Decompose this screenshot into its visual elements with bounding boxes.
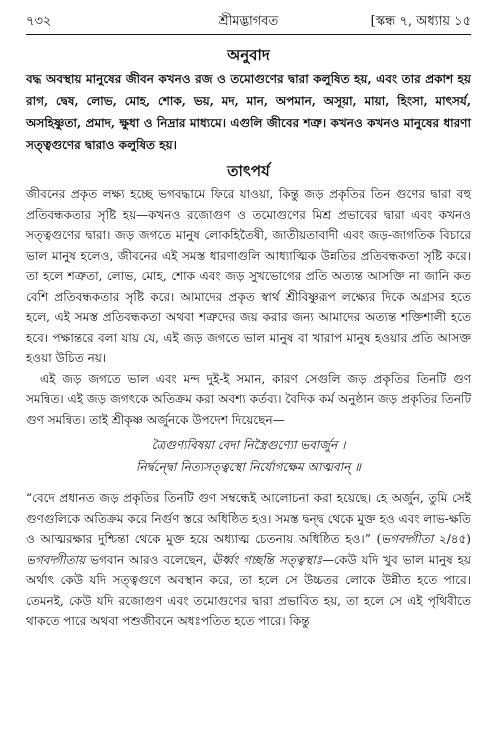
quote-reference-verse: ২/৪৫) (433, 532, 471, 546)
translation-text: বদ্ধ অবস্থায় মানুষের জীবন কখনও রজ ও তমোগুণের দ্বারা কলুষিত হয়, এবং তার প্রকাশ হয় রাগ, দ্বেষ, লোভ, মোহ, শোক, ভয়, মদ, মান, অপমান, অসূয়া, মায়া, হিংসা, মাৎসর্য, অসহিষ্ণুতা, প্রমাদ, ক্ষুধা ও নিদ্রার মাধ্যমে। এগুলি জীবের শত্রু। কখনও কখনও মানুষের ধারণা সত্ত্বগুণের দ্বারাও কলুষিত হয়। (26, 72, 471, 152)
translation-heading: অনুবাদ (227, 46, 270, 64)
quote-conclusion: —কেউ যদি খুব ভাল মানুষ হয় অর্থাৎ কেউ যদি সত্ত্বগুণে অবস্থান করে, তা হলে সে উচ্চতর লোকে উন্নীত হতে পারে। তেমনই, কেউ যদি রজোগুণ এবং তমোগুণের দ্বারা প্রভাবিত হয়, তা হলে সে এই পৃথিবীতে থাকতে পারে অথবা পশুজীবনে অধঃপতিত হতে পারে। কিন্তু (26, 552, 471, 628)
chapter-reference: [স্কন্ধ ৭, অধ্যায় ১৫ (370, 14, 471, 29)
sanskrit-verse (26, 434, 471, 478)
purport-paragraph-1: জীবনের প্রকৃত লক্ষ্য হচ্ছে ভগবদ্ধামে ফিরে যাওয়া, কিন্তু জড় প্রকৃতির তিন গুণের দ্বারা বহু প্রতিবন্ধকতার সৃষ্টি হয়—কখনও রজোগুণ ও তমোগুণের মিশ্র প্রভাবের দ্বারা এবং কখনও সত্ত্বগুণের দ্বারা। জড় জগতে মানুষ লোকহিতৈষী, জাতীয়তাবাদী এবং জড়-জাগতিক বিচারে ভাল মানুষ হলেও, জীবনের এই সমস্ত ধারণাগুলি আধ্যাত্মিক উন্নতির প্রতিবন্ধকতা সৃষ্টি করে। তা হলে শত্রুতা, লোভ, মোহ, শোক এবং জড় সুখভোগের প্রতি অত্যন্ত আসক্তি না জানি কত বেশি প্রতিবন্ধকতার সৃষ্টি করে। আমাদের প্রকৃত স্বার্থ শ্রীবিষ্ণুরূপ লক্ষ্যের দিকে অগ্রসর হতে হলে, এই সমস্ত প্রতিবন্ধকতা অথবা শত্রুদের জয় করার জন্য আমাদের অত্যন্ত শক্তিশালী হতে হবে। পক্ষান্তরে বলা যায় যে, এই জড় জগতে ভাল মানুষ বা খারাপ মানুষ হওয়ার প্রতি আসক্ত হওয়া উচিত নয়। (26, 187, 471, 365)
header-divider (26, 34, 471, 35)
purport-quote-paragraph (26, 488, 471, 632)
page-body (26, 40, 471, 632)
quote-reference-book: ভগবদ্গীতা (381, 532, 434, 546)
book-title: শ্রীমদ্ভাগবত (218, 14, 279, 29)
quote-text: “বেদে প্রধানত জড় প্রকৃতির তিনটি গুণ সম্বন্ধেই আলোচনা করা হয়েছে। হে অর্জুন, তুমি সেই গুণগুলিকে অতিক্রম করে নির্গুণ স্তরে অধিষ্ঠিত হও। সমস্ত দ্বন্দ্ব থেকে মুক্ত হও এবং লাভ-ক্ষতি ও আত্মরক্ষার দুশ্চিন্তা থেকে মুক্ত হয়ে অধ্যাত্ম চেতনায় অধিষ্ঠিত হও।” ( (26, 491, 471, 546)
purport-paragraph-2: এই জড় জগতে ভাল এবং মন্দ দুই-ই সমান, কারণ সেগুলি জড় প্রকৃতির তিনটি গুণ সমন্বিত। এই জড় জগৎকে অতিক্রম করা অবশ্য কর্তব্য। বৈদিক কর্ম অনুষ্ঠান জড় প্রকৃতির তিনটি গুণ সমন্বিত। তাই শ্রীকৃষ্ণ অর্জুনকে উপদেশ দিয়েছেন— (26, 371, 471, 427)
verse-line-1: ত্রৈগুণ্যবিষয়া বেদা নিস্ত্রৈগুণ্যো ভবার্জুন । (151, 438, 346, 452)
purport-heading: তাৎপর্য (227, 162, 270, 180)
gita-reference: ভগবদ্গীতায় (26, 552, 86, 567)
quote-continuation: ভগবান আরও বলেছেন, (85, 552, 212, 567)
running-header (26, 8, 471, 36)
page-number: ৭৩২ (26, 14, 52, 29)
sanskrit-phrase: ঊর্ধ্বং গচ্ছন্তি সত্ত্বস্থাঃ (211, 552, 323, 567)
verse-line-2: নির্দ্বন্দ্বো নিত্যসত্ত্বস্থো নির্যোগক্ষেম আত্মবান্ ॥ (136, 460, 361, 474)
